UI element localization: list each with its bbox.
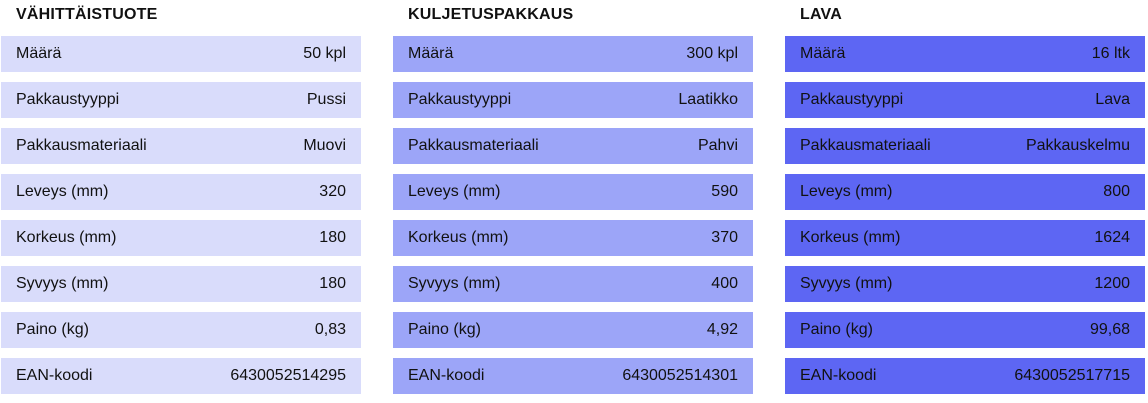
- spec-row-quantity: [1, 36, 361, 72]
- column-shipping-package: [393, 0, 753, 394]
- spec-label: Määrä: [408, 45, 454, 62]
- spec-label: EAN-koodi: [408, 367, 485, 384]
- spec-label: Pakkaustyyppi: [800, 91, 904, 108]
- spec-value: 590: [711, 183, 738, 200]
- spec-value: 6430052514295: [230, 367, 346, 384]
- spec-row-width: [393, 174, 753, 210]
- spec-label: Määrä: [16, 45, 62, 62]
- spec-label: Korkeus (mm): [16, 229, 117, 246]
- spec-row-height: [785, 220, 1145, 256]
- spec-label: Leveys (mm): [16, 183, 109, 200]
- spec-value: 0,83: [314, 321, 346, 338]
- spec-value: 300 kpl: [686, 45, 738, 62]
- spec-value: 6430052517715: [1014, 367, 1130, 384]
- spec-value: Lava: [1095, 91, 1130, 108]
- spec-label: Paino (kg): [16, 321, 89, 338]
- spec-row-quantity: [393, 36, 753, 72]
- spec-row-package-type: [393, 82, 753, 118]
- spec-label: Syvyys (mm): [408, 275, 501, 292]
- spec-label: Korkeus (mm): [800, 229, 901, 246]
- spec-row-package-material: [1, 128, 361, 164]
- spec-row-package-material: [393, 128, 753, 164]
- spec-label: Pakkaustyyppi: [408, 91, 512, 108]
- spec-row-width: [785, 174, 1145, 210]
- spec-label: Paino (kg): [408, 321, 481, 338]
- spec-value: 50 kpl: [303, 45, 346, 62]
- spec-row-depth: [393, 266, 753, 302]
- column-title: KULJETUSPAKKAUS: [408, 6, 574, 23]
- spec-value: 4,92: [706, 321, 738, 338]
- spec-row-height: [393, 220, 753, 256]
- spec-row-weight: [1, 312, 361, 348]
- column-rows: [1, 36, 361, 394]
- spec-label: Syvyys (mm): [16, 275, 109, 292]
- column-title: LAVA: [800, 6, 842, 23]
- spec-value: 180: [319, 275, 346, 292]
- column-retail-unit: [1, 0, 361, 394]
- spec-label: Pakkausmateriaali: [800, 137, 931, 154]
- spec-value: 1624: [1094, 229, 1130, 246]
- spec-row-depth: [1, 266, 361, 302]
- spec-label: Leveys (mm): [408, 183, 501, 200]
- spec-row-quantity: [785, 36, 1145, 72]
- spec-label: Leveys (mm): [800, 183, 893, 200]
- spec-value: 99,68: [1089, 321, 1130, 338]
- spec-label: Pakkaustyyppi: [16, 91, 120, 108]
- spec-row-ean: [1, 358, 361, 394]
- spec-row-weight: [393, 312, 753, 348]
- spec-row-package-type: [1, 82, 361, 118]
- column-pallet: [785, 0, 1145, 394]
- spec-value: Pahvi: [697, 137, 738, 154]
- spec-value: 370: [711, 229, 738, 246]
- spec-value: 1200: [1094, 275, 1130, 292]
- column-rows: [785, 36, 1145, 394]
- spec-row-weight: [785, 312, 1145, 348]
- spec-value: 16 ltk: [1091, 45, 1130, 62]
- spec-label: EAN-koodi: [800, 367, 877, 384]
- spec-row-width: [1, 174, 361, 210]
- spec-value: Muovi: [303, 137, 346, 154]
- spec-value: Pussi: [306, 91, 346, 108]
- spec-label: Korkeus (mm): [408, 229, 509, 246]
- spec-label: Syvyys (mm): [800, 275, 893, 292]
- spec-label: Määrä: [800, 45, 846, 62]
- spec-row-ean: [393, 358, 753, 394]
- spec-label: Paino (kg): [800, 321, 873, 338]
- spec-row-depth: [785, 266, 1145, 302]
- spec-value: Laatikko: [678, 91, 738, 108]
- spec-label: Pakkausmateriaali: [16, 137, 147, 154]
- column-rows: [393, 36, 753, 394]
- spec-label: Pakkausmateriaali: [408, 137, 539, 154]
- spec-row-package-material: [785, 128, 1145, 164]
- column-title: VÄHITTÄISTUOTE: [16, 6, 158, 23]
- spec-row-height: [1, 220, 361, 256]
- spec-row-ean: [785, 358, 1145, 394]
- spec-value: Pakkauskelmu: [1025, 137, 1130, 154]
- spec-value: 400: [711, 275, 738, 292]
- spec-value: 6430052514301: [622, 367, 738, 384]
- spec-value: 180: [319, 229, 346, 246]
- spec-label: EAN-koodi: [16, 367, 93, 384]
- spec-value: 800: [1103, 183, 1130, 200]
- spec-row-package-type: [785, 82, 1145, 118]
- spec-value: 320: [319, 183, 346, 200]
